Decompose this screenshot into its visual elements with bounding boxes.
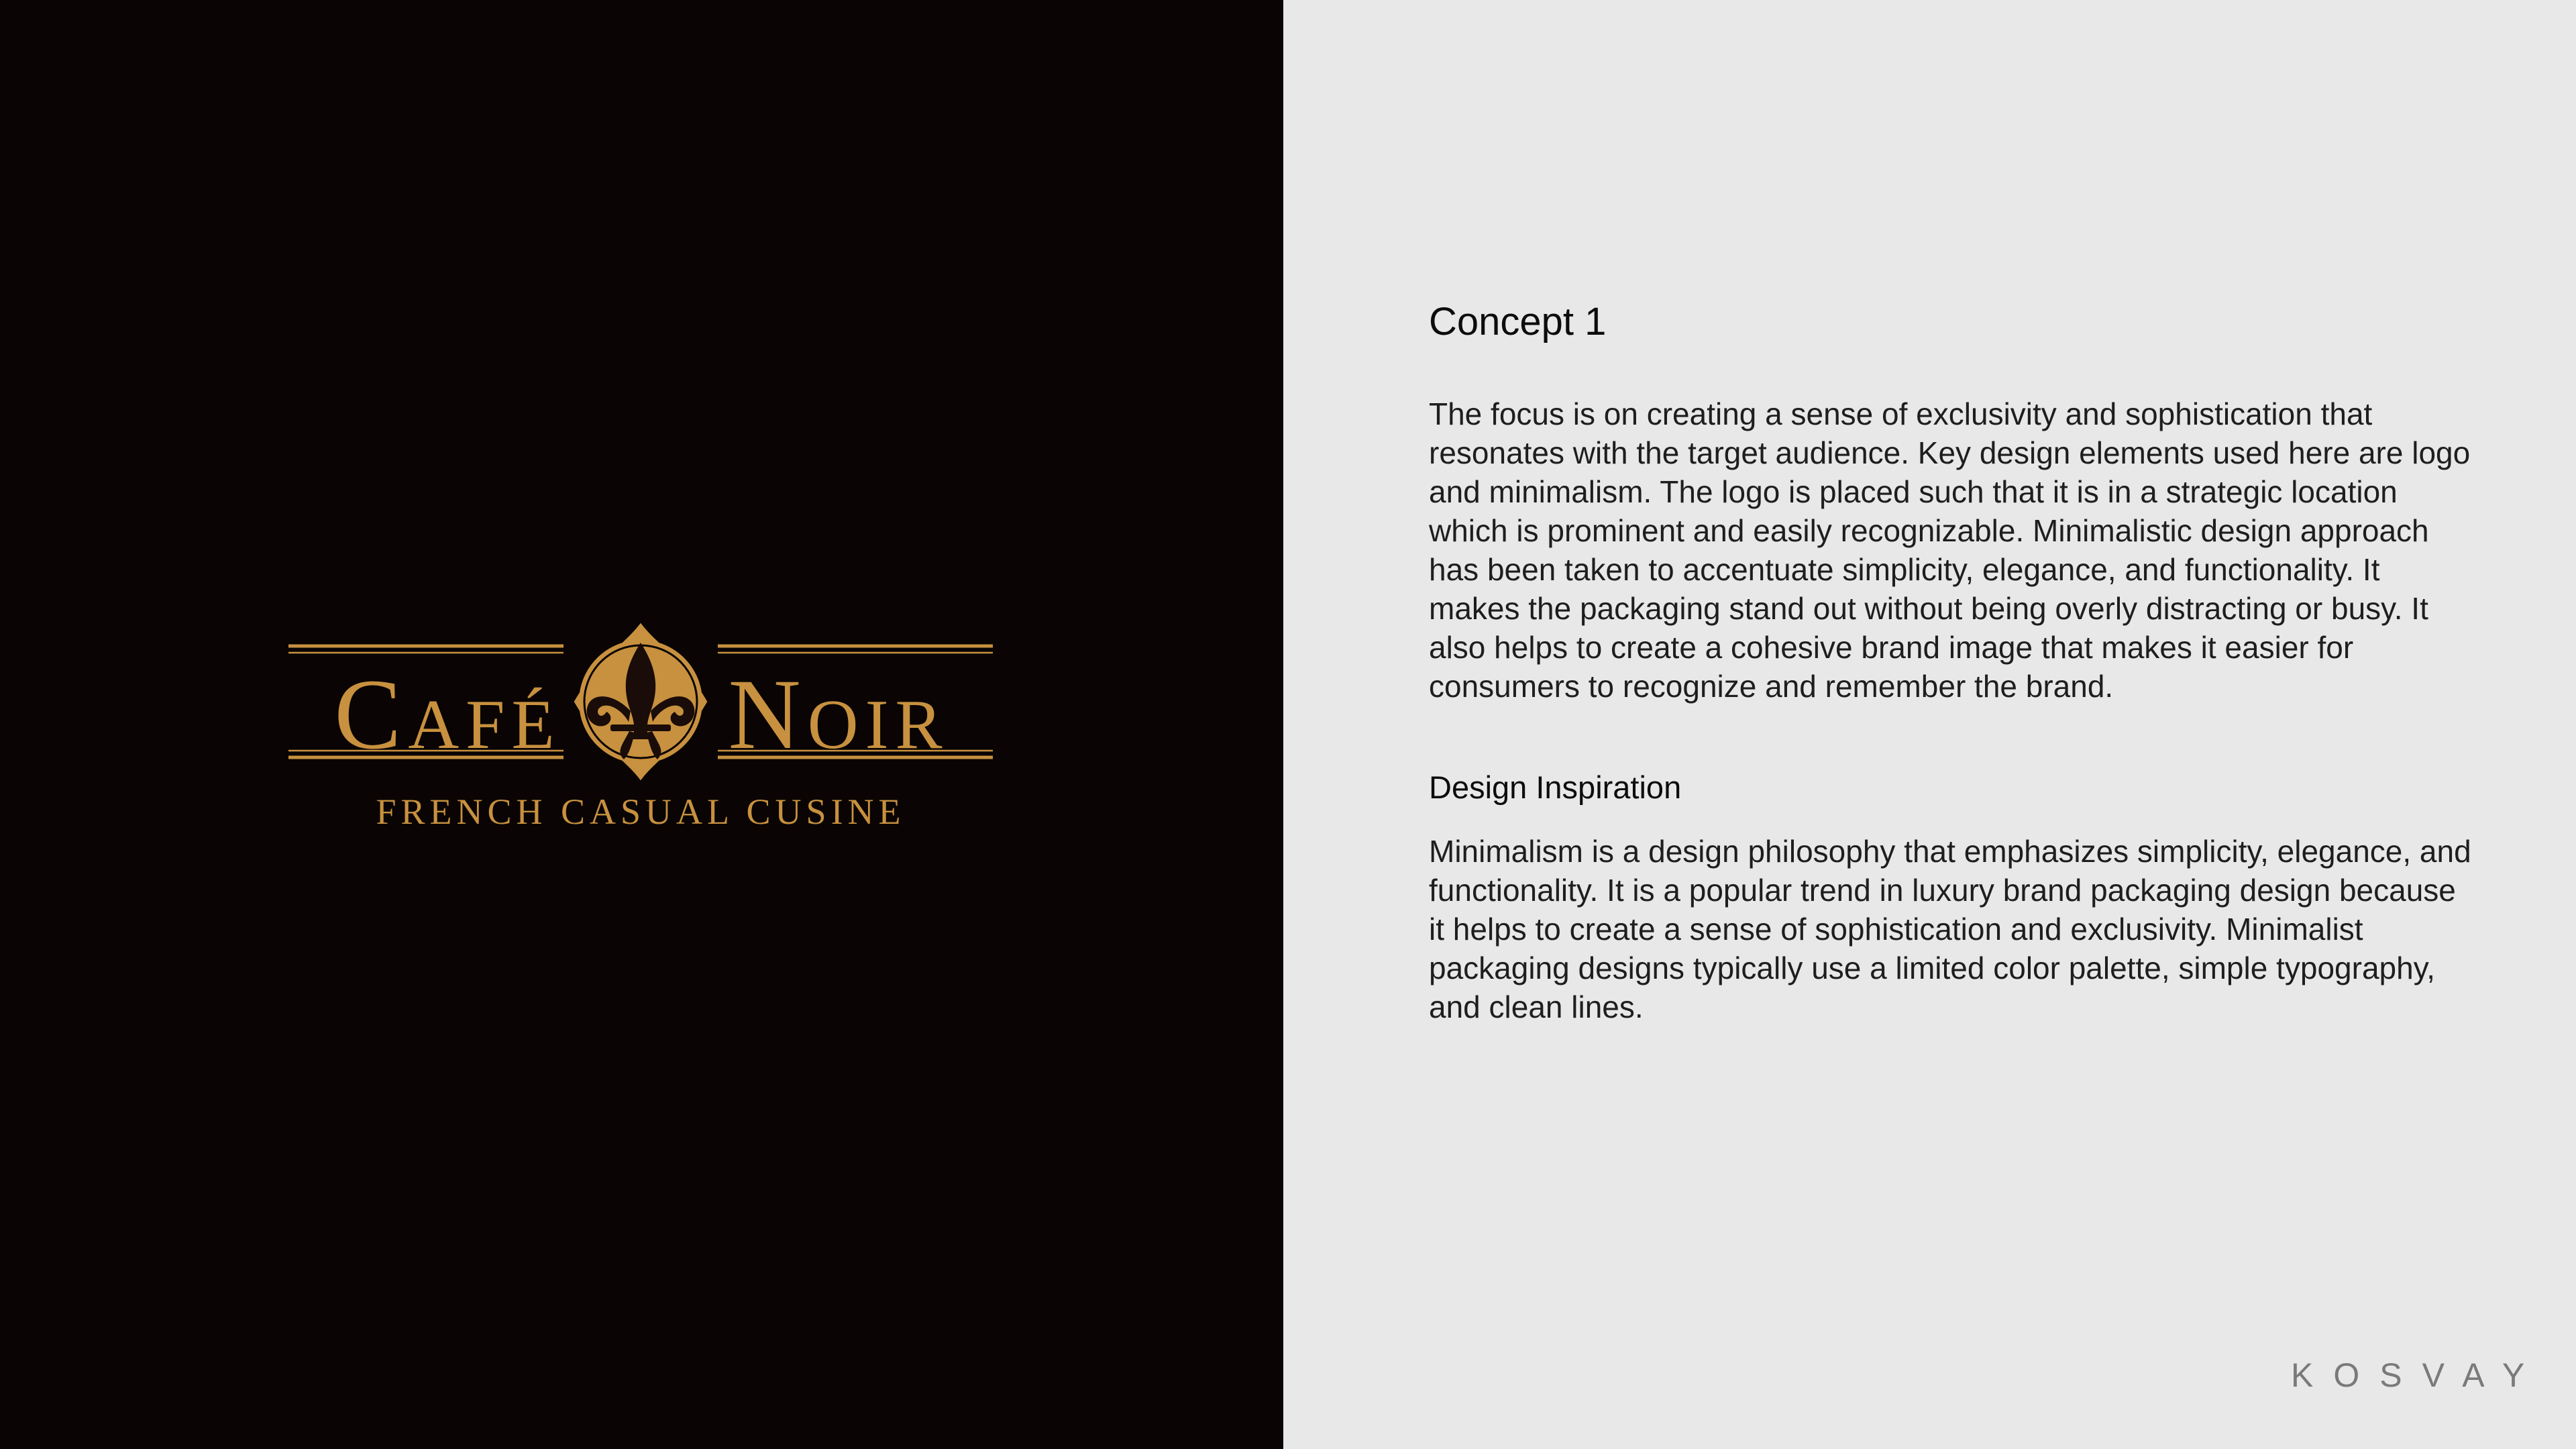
logo-tagline: FRENCH CASUAL CUSINE bbox=[376, 792, 906, 832]
fleur-de-lis-icon bbox=[576, 625, 706, 778]
logo-panel bbox=[0, 0, 1283, 1449]
design-inspiration-heading: Design Inspiration bbox=[1429, 769, 1682, 805]
logo-word-noir: Noir bbox=[728, 659, 949, 770]
cafe-noir-logo bbox=[288, 617, 993, 839]
concept-description: The focus is on creating a sense of exclusivity and sophistication that resonates with the target audience. Key design elements used here are logo and minimalism. The logo is placed such that it is in a strategic location which is prominent and easily recognizable. Minimalistic design approach has been taken to accentuate simplicity, elegance, and functionality. It makes the packaging stand out without being overly distracting or busy. It also helps to create a cohesive brand image that makes it easier for consumers to recognize and remember the brand. bbox=[1429, 396, 2471, 704]
design-inspiration-description: Minimalism is a design philosophy that emphasizes simplicity, elegance, and functionality. It is a popular trend in luxury brand packaging design because it helps to create a sense of sophistication and exclusivity. Minimalist packaging designs typically use a limited color palette, simple typography, and clean lines. bbox=[1429, 834, 2471, 1024]
logo-word-cafe: Café bbox=[334, 659, 561, 770]
brand-wordmark: KOSVAY bbox=[2291, 1356, 2545, 1394]
concept-title: Concept 1 bbox=[1429, 300, 1607, 343]
concept-content bbox=[1429, 295, 2475, 1026]
